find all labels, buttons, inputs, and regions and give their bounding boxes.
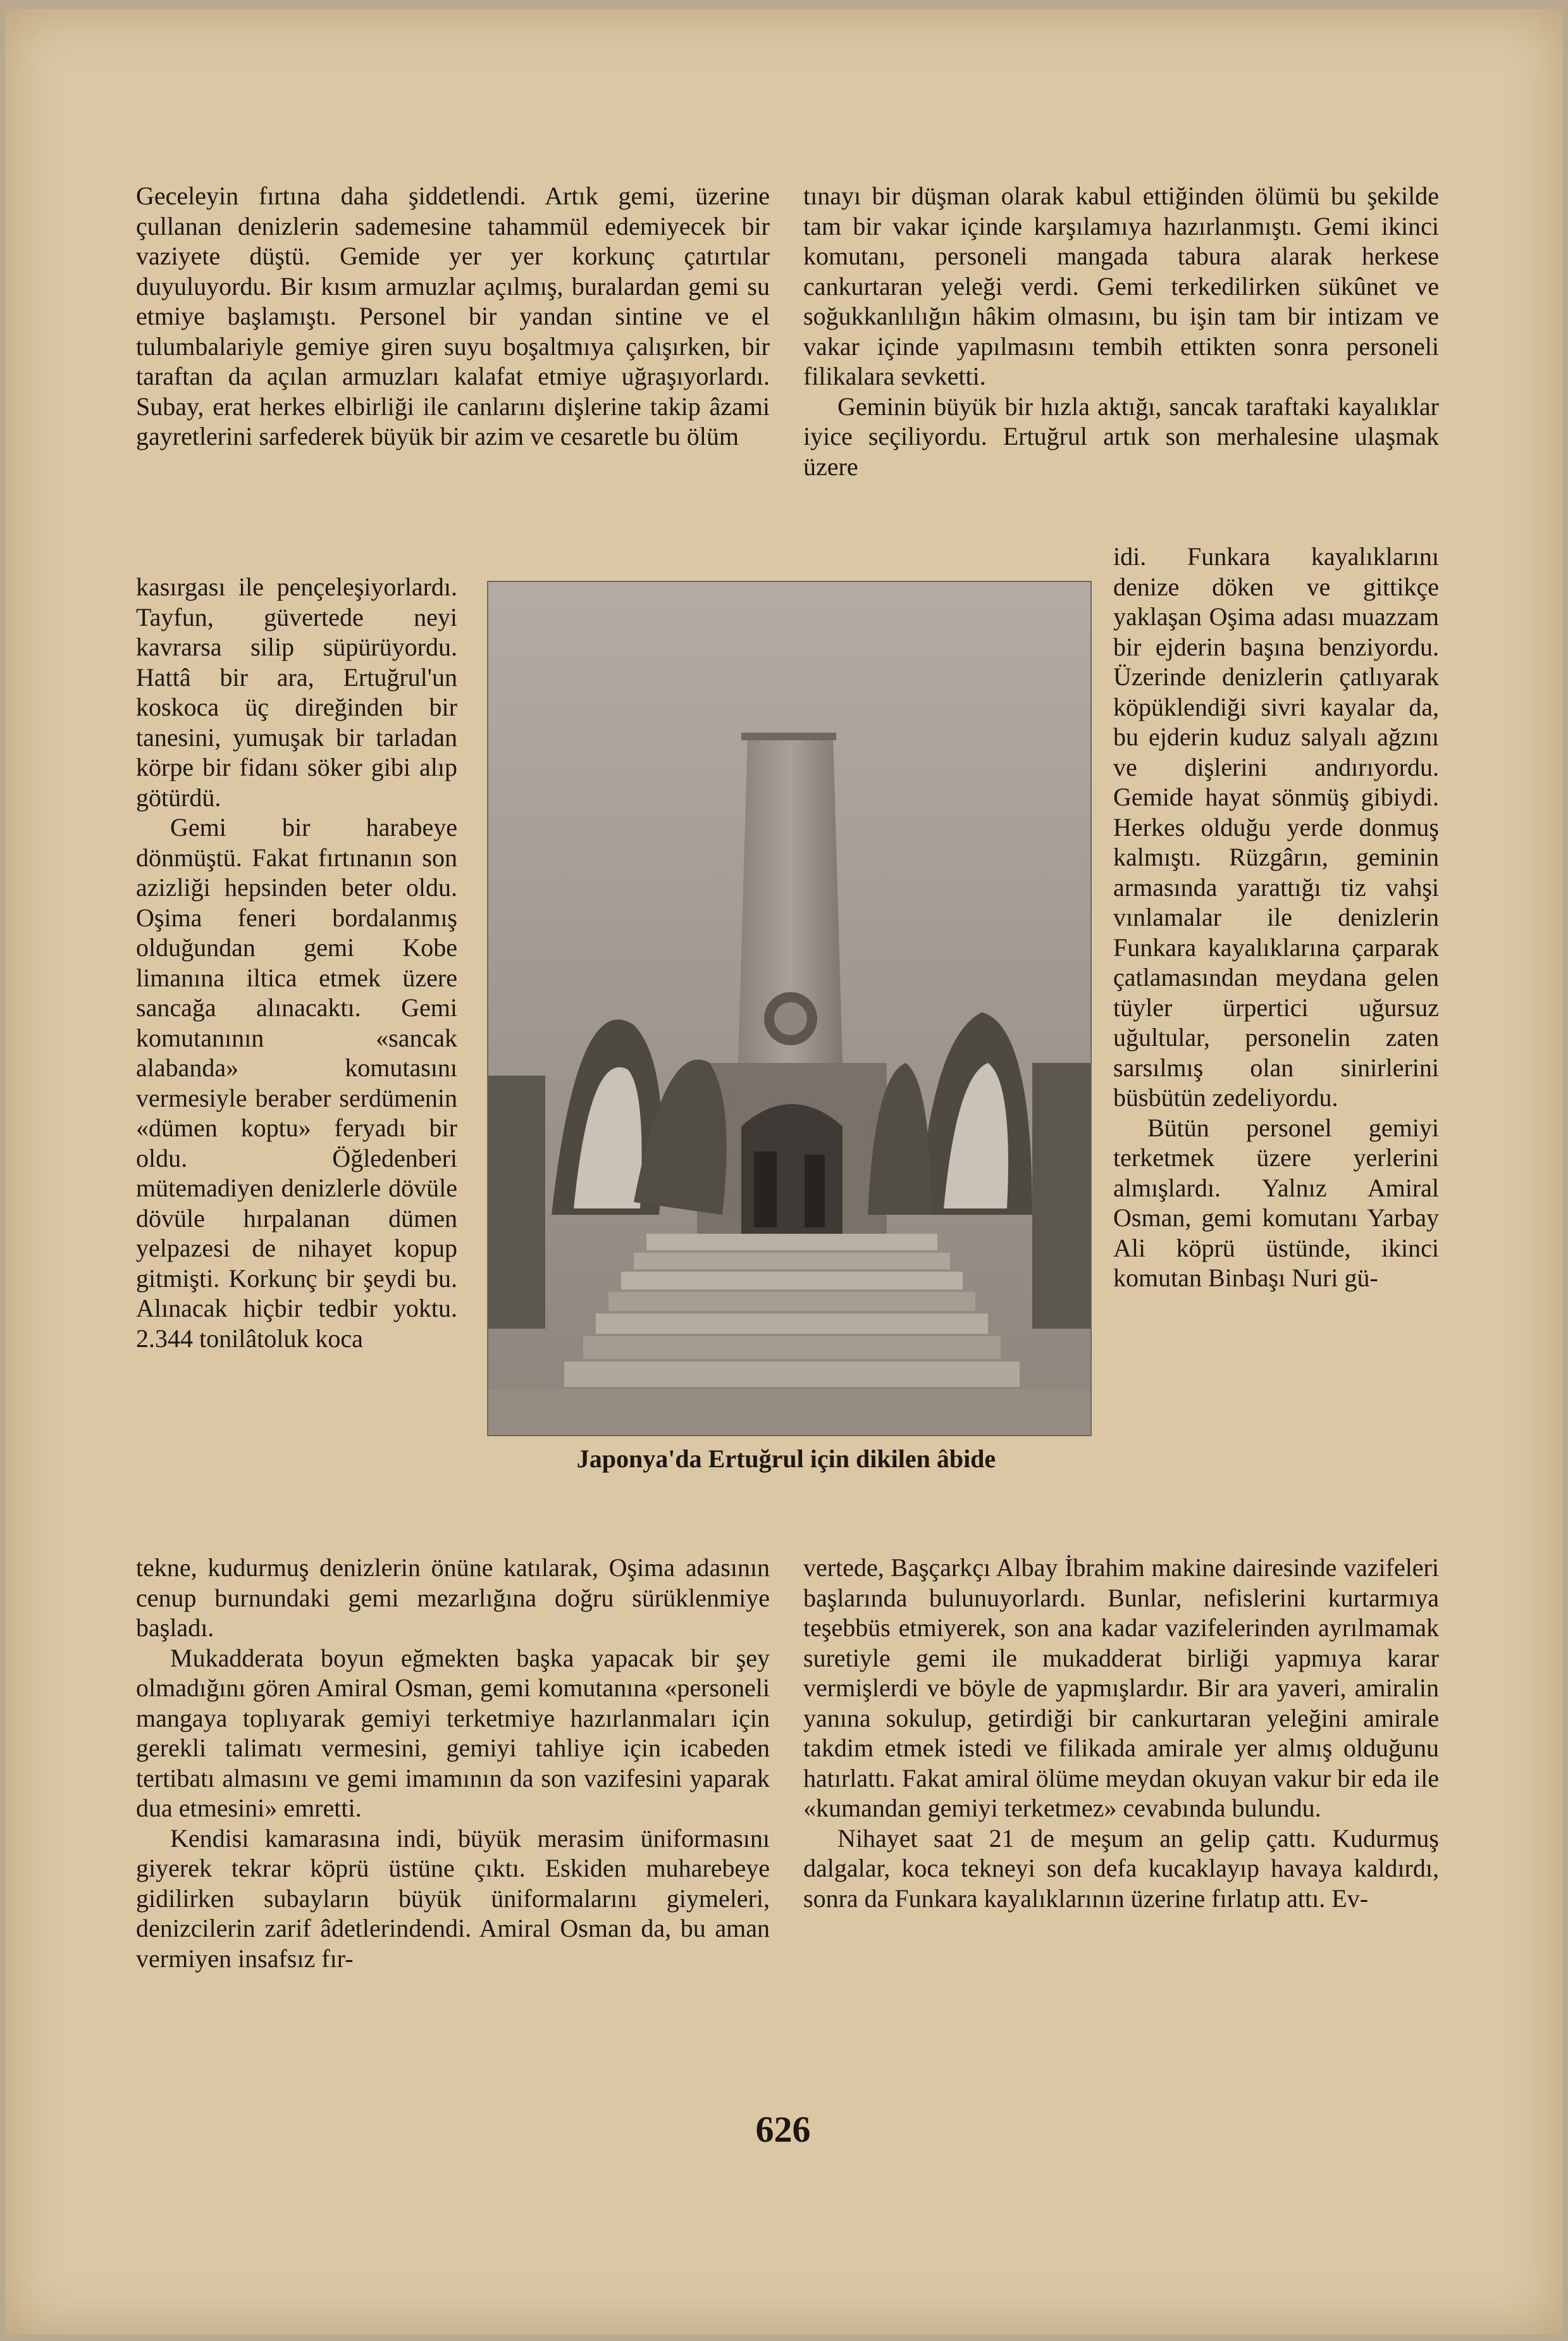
paragraph: vertede, Başçarkçı Albay İbrahim makine dairesinde vazifeleri başlarında bulunuyorlardı. Bunlar, nefislerini kurtarmıya teşebbüs etmiyerek, son ana kadar vazifelerinden ayrılmamak suretiyle gemi ile mukadderat birliği yapmıya karar vermişlerdi ve böyle de yapmışlardır. Bir ara yaveri, amiralin yanına sokulup, getirdiği bir cankurtaran yeleğini amirale takdim etmek istedi ve filikada amirale yer almış olduğunu hatırlattı. Fakat amiral ölüme meydan okuyan vakur bir eda ile «kumandan gemiyi terketmez» cevabında bulundu. [803,1553,1439,1822]
paragraph: idi. Funkara kayalıklarını denize döken ve gittikçe yaklaşan Oşima adası muazzam bir ejderin başına benziyordu. Üzerinde denizlerin çatlıyarak köpüklendiği sivri kayalar da, bu ejderin kuduz salyalı ağzını ve dişlerini andırıyordu. Gemide hayat sönmüş gibiydi. Herkes olduğu yerde donmuş kalmıştı. Rüzgârın, geminin armasında yarattığı tiz vahşi vınlamalar ile denizlerin Funkara kayalıklarına çarparak çatlamasından meydana gelen tüyler ürpertici uğursuz uğultular, personelin zaten sarsılmış olan sinirlerini büsbütün zedeliyordu. [1113,542,1439,1112]
left-column-bottom [136,1553,770,1973]
monument-illustration [488,582,1090,1435]
paragraph: Gemi bir harabeye dönmüştü. Fakat fırtınanın son azizliği hepsinden beter oldu. Oşima feneri bordalanmış olduğundan gemi Kobe limanına iltica etmek üzere sancağa alınacaktı. Gemi komutanının «sancak alabanda» komutasını vermesiyle beraber serdümenin «dümen koptu» feryadı bir oldu. Öğledenberi mütemadiyen denizlerle dövüle dövüle hırpalanan dümen yelpazesi de nihayet kopup gitmişti. Korkunç bir şeydi bu. Alınacak hiçbir tedbir yoktu. 2.344 tonilâtoluk koca [136,813,457,1353]
paragraph: Mukadderata boyun eğmekten başka yapacak bir şey olmadığını gören Amiral Osman, gemi komutanına «personeli mangaya toplıyarak gemiyi terketmiye hazırlanmaları için gerekli talimatı vermesini, gemiyi tahliye için icabeden tertibatı almasını ve gemi imamının da son vazifesini yaparak dua etmesini» emretti. [136,1643,770,1822]
photo-caption: Japonya'da Ertuğrul için dikilen âbide [576,1444,996,1473]
paragraph: Geminin büyük bir hızla aktığı, sancak taraftaki kayalıklar iyice seçiliyordu. Ertuğrul artık son merhalesine ulaşmak üzere [803,392,1439,481]
right-column-top [803,181,1439,481]
paragraph: Geceleyin fırtına daha şiddetlendi. Artık gemi, üzerine çullanan denizlerin sademesine tahammül edemiyecek bir vaziyete düştü. Gemide yer yer korkunç çatırtılar duyuluyordu. Bir kısım armuzlar açılmış, buralardan gemi su etmiye başlamıştı. Personel bir yandan sintine ve el tulumbalariyle gemiye giren suyu boşaltmıya çalışırken, bir taraftan da açılan armuzları kalafat etmiye uğraşıyorlardı. Subay, erat herkes elbirliği ile canlarını dişlerine takip âzami gayretlerini sarfederek büyük bir azim ve cesaretle bu ölüm [136,182,770,450]
right-column-narrow [1113,542,1439,1293]
paragraph: kasırgası ile pençeleşiyorlardı. Tayfun, güvertede neyi kavrarsa silip süpürüyordu. Hattâ bir ara, Ertuğrul'un koskoca üç direğinden bir tanesini, yumuşak bir tarladan körpe bir fidanı söker gibi alıp götürdü. [136,573,457,812]
paragraph: Kendisi kamarasına indi, büyük merasim üniformasını giyerek tekrar köprü üstüne çıktı. Eskiden muharebeye gidilirken subayların büyük üniformalarını giymeleri, denizcilerin zarif âdetlerindendi. Amiral Osman da, bu aman vermiyen insafsız fır- [136,1823,770,1973]
left-column-narrow [136,572,457,1353]
monument-photo [487,581,1092,1436]
paragraph: Nihayet saat 21 de meşum an gelip çattı. Kudurmuş dalgalar, koca tekneyi son defa kucaklayıp havaya kaldırdı, sonra da Funkara kayalıklarının üzerine fırlatıp attı. Ev- [803,1823,1439,1913]
paragraph: tınayı bir düşman olarak kabul ettiğinden ölümü bu şekilde tam bir vakar içinde karşılamıya hazırlanmıştı. Gemi ikinci komutanı, personeli mangada tabura alarak herkese cankurtaran yeleği verdi. Gemi terkedilirken sükûnet ve soğukkanlılığın hâkim olmasını, bu işin tam bir intizam ve vakar içinde yapılmasını tembih ettikten sonra personeli filikalara sevketti. [803,182,1439,390]
magazine-page [5,9,1563,2335]
page-number: 626 [755,2109,811,2150]
paragraph: tekne, kudurmuş denizlerin önüne katılarak, Oşima adasının cenup burnundaki gemi mezarlığına doğru sürüklenmiye başladı. [136,1553,770,1642]
right-column-bottom [803,1553,1439,1913]
paragraph: Bütün personel gemiyi terketmek üzere yerlerini almışlardı. Yalnız Amiral Osman, gemi komutanı Yarbay Ali köprü üstünde, ikinci komutan Binbaşı Nuri gü- [1113,1113,1439,1292]
left-column-top [136,181,770,452]
